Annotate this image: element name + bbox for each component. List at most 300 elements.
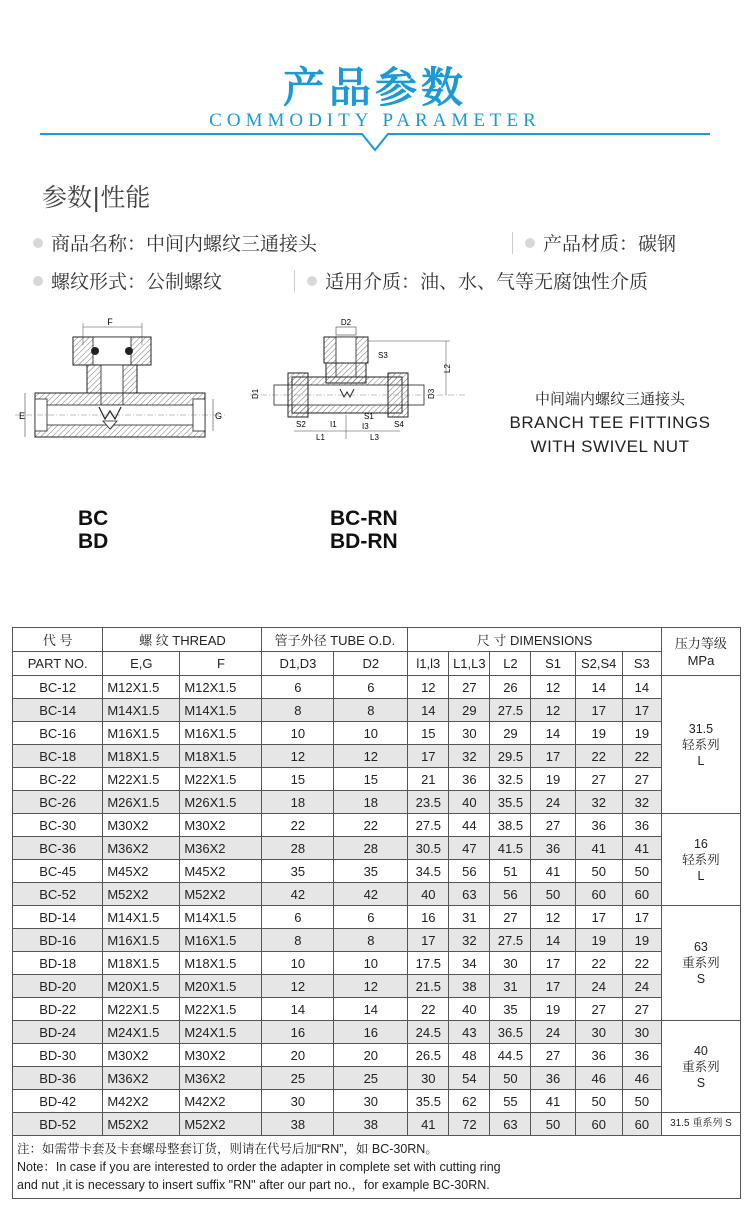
table-row bbox=[13, 1067, 741, 1090]
title-divider bbox=[40, 132, 710, 162]
table-cell: 50 bbox=[531, 1113, 575, 1136]
table-cell: 35 bbox=[334, 860, 408, 883]
table-cell: 27.5 bbox=[490, 699, 531, 722]
table-cell: 63 bbox=[449, 883, 490, 906]
table-cell: 63 bbox=[490, 1113, 531, 1136]
table-cell: 29 bbox=[449, 699, 490, 722]
table-cell: 22 bbox=[575, 952, 622, 975]
table-cell: 25 bbox=[262, 1067, 334, 1090]
table-row bbox=[13, 768, 741, 791]
table-cell: BD-42 bbox=[13, 1090, 103, 1113]
table-cell: M16X1.5 bbox=[103, 722, 180, 745]
table-cell: 41.5 bbox=[490, 837, 531, 860]
table-cell: M52X2 bbox=[180, 1113, 262, 1136]
note-cn: 注：如需带卡套及卡套螺母整套订货，则请在代号后加“RN”，如 BC-30RN。 bbox=[17, 1142, 438, 1156]
dim-label-l3: L3 bbox=[370, 433, 379, 442]
table-cell: 43 bbox=[449, 1021, 490, 1044]
th-part-no: PART NO. bbox=[13, 652, 103, 676]
dim-label-d2: D2 bbox=[340, 318, 352, 327]
table-cell: 54 bbox=[449, 1067, 490, 1090]
table-cell: 35.5 bbox=[408, 1090, 449, 1113]
spec-name-text: 商品名称：中间内螺纹三通接头 bbox=[51, 233, 318, 255]
table-cell: M14X1.5 bbox=[180, 906, 262, 929]
table-cell: 51 bbox=[490, 860, 531, 883]
table-cell: M20X1.5 bbox=[180, 975, 262, 998]
pressure-series: 重系列 bbox=[682, 956, 720, 970]
dim-label-e: E bbox=[19, 411, 26, 421]
table-cell: 32 bbox=[449, 745, 490, 768]
table-note bbox=[13, 1136, 741, 1199]
table-cell: 30 bbox=[490, 952, 531, 975]
pressure-value: 31.5 bbox=[688, 721, 714, 736]
table-cell: M52X2 bbox=[103, 883, 180, 906]
spec-material-text: 产品材质：碳钢 bbox=[543, 233, 677, 255]
table-row bbox=[13, 722, 741, 745]
table-cell: 20 bbox=[262, 1044, 334, 1067]
table-cell: 15 bbox=[408, 722, 449, 745]
table-cell: 50 bbox=[622, 860, 661, 883]
table-cell: 27 bbox=[531, 1044, 575, 1067]
table-cell: 22 bbox=[622, 952, 661, 975]
dim-label-d1: D1 bbox=[251, 388, 260, 399]
dim-label-i1: I1 bbox=[330, 420, 337, 429]
table-cell: 16 bbox=[408, 906, 449, 929]
table-cell: 12 bbox=[334, 745, 408, 768]
th-d2: D2 bbox=[334, 652, 408, 676]
caption-cn: 中间端内螺纹三通接头 bbox=[534, 391, 685, 408]
code-bc: BC bbox=[78, 507, 109, 530]
table-cell: 56 bbox=[449, 860, 490, 883]
table-cell: M18X1.5 bbox=[103, 745, 180, 768]
table-cell: 41 bbox=[622, 837, 661, 860]
table-cell: 14 bbox=[531, 722, 575, 745]
table-row bbox=[13, 1090, 741, 1113]
pressure-group bbox=[661, 814, 740, 906]
table-cell: 44 bbox=[449, 814, 490, 837]
table-cell: 38 bbox=[262, 1113, 334, 1136]
table-cell: 30 bbox=[575, 1021, 622, 1044]
table-cell: BC-36 bbox=[13, 837, 103, 860]
table-cell: 30 bbox=[449, 722, 490, 745]
dim-label-s3: S3 bbox=[378, 351, 388, 360]
dim-label-f: F bbox=[107, 317, 113, 327]
table-cell: M14X1.5 bbox=[103, 699, 180, 722]
table-cell: 40 bbox=[408, 883, 449, 906]
table-row bbox=[13, 1113, 741, 1136]
spec-thread bbox=[33, 267, 222, 294]
table-cell: 14 bbox=[408, 699, 449, 722]
table-cell: 10 bbox=[334, 952, 408, 975]
table-cell: 18 bbox=[334, 791, 408, 814]
table-cell: 30.5 bbox=[408, 837, 449, 860]
dim-label-s4: S4 bbox=[394, 420, 404, 429]
pressure-series: 轻系列 bbox=[682, 737, 720, 752]
table-cell: 22 bbox=[262, 814, 334, 837]
table-cell: BD-16 bbox=[13, 929, 103, 952]
pressure-group bbox=[661, 906, 740, 1021]
table-row bbox=[13, 906, 741, 929]
table-cell: 14 bbox=[262, 998, 334, 1021]
pressure-code: S bbox=[696, 1075, 706, 1090]
table-cell: 19 bbox=[622, 929, 661, 952]
table-cell: BC-14 bbox=[13, 699, 103, 722]
product-caption bbox=[500, 388, 720, 457]
table-cell: 12 bbox=[334, 975, 408, 998]
table-cell: 36 bbox=[575, 814, 622, 837]
table-cell: M52X2 bbox=[180, 883, 262, 906]
table-row bbox=[13, 860, 741, 883]
table-row bbox=[13, 929, 741, 952]
bullet-dot-icon bbox=[33, 276, 43, 286]
code-bd-rn: BD-RN bbox=[330, 530, 398, 553]
th-eg: E,G bbox=[103, 652, 180, 676]
table-cell: 28 bbox=[262, 837, 334, 860]
table-cell: 17 bbox=[622, 699, 661, 722]
table-cell: M12X1.5 bbox=[103, 676, 180, 699]
table-cell: BD-18 bbox=[13, 952, 103, 975]
table-cell: 62 bbox=[449, 1090, 490, 1113]
table-cell: M52X2 bbox=[103, 1113, 180, 1136]
note-en-2: and nut ,it is necessary to insert suffix "RN" after our part no.，for example BC-30RN. bbox=[17, 1178, 490, 1192]
table-row bbox=[13, 676, 741, 699]
table-cell: 28 bbox=[334, 837, 408, 860]
table-cell: 24 bbox=[575, 975, 622, 998]
table-cell: M24X1.5 bbox=[180, 1021, 262, 1044]
table-cell: 60 bbox=[575, 1113, 622, 1136]
table-cell: 38 bbox=[334, 1113, 408, 1136]
th-l2: L2 bbox=[490, 652, 531, 676]
table-cell: 60 bbox=[622, 883, 661, 906]
table-cell: BC-12 bbox=[13, 676, 103, 699]
pressure-group bbox=[661, 676, 740, 814]
table-cell: 17 bbox=[622, 906, 661, 929]
table-cell: 60 bbox=[575, 883, 622, 906]
table-row bbox=[13, 952, 741, 975]
table-cell: 55 bbox=[490, 1090, 531, 1113]
table-cell: 14 bbox=[622, 676, 661, 699]
table-cell: M42X2 bbox=[180, 1090, 262, 1113]
table-cell: M22X1.5 bbox=[180, 768, 262, 791]
table-cell: BD-20 bbox=[13, 975, 103, 998]
table-cell: 41 bbox=[575, 837, 622, 860]
table-cell: 27 bbox=[575, 998, 622, 1021]
code-bc-rn: BC-RN bbox=[330, 507, 398, 530]
table-cell: 17 bbox=[408, 929, 449, 952]
table-cell: 40 bbox=[449, 791, 490, 814]
caption-en-1: BRANCH TEE FITTINGS bbox=[509, 413, 711, 432]
table-cell: BD-24 bbox=[13, 1021, 103, 1044]
th-code: 代 号 bbox=[13, 628, 103, 652]
table-cell: 72 bbox=[449, 1113, 490, 1136]
table-row bbox=[13, 1044, 741, 1067]
tee-drawing-bc bbox=[15, 315, 225, 450]
table-cell: 50 bbox=[575, 1090, 622, 1113]
table-cell: 17 bbox=[531, 745, 575, 768]
table-cell: 24 bbox=[622, 975, 661, 998]
table-cell: 30 bbox=[408, 1067, 449, 1090]
table-cell: 24.5 bbox=[408, 1021, 449, 1044]
table-cell: BD-14 bbox=[13, 906, 103, 929]
table-cell: 25 bbox=[334, 1067, 408, 1090]
table-row bbox=[13, 883, 741, 906]
th-l1l3-small: l1,l3 bbox=[408, 652, 449, 676]
table-cell: 14 bbox=[531, 929, 575, 952]
code-bd: BD bbox=[78, 530, 109, 553]
table-cell: 32 bbox=[449, 929, 490, 952]
table-row bbox=[13, 998, 741, 1021]
table-cell: 6 bbox=[334, 906, 408, 929]
code-right bbox=[330, 507, 398, 553]
th-s3: S3 bbox=[622, 652, 661, 676]
pressure-code: L bbox=[697, 868, 705, 883]
table-row bbox=[13, 837, 741, 860]
table-row bbox=[13, 814, 741, 837]
table-cell: 10 bbox=[334, 722, 408, 745]
section-heading: 参数|性能 bbox=[42, 183, 151, 212]
table-cell: 38 bbox=[449, 975, 490, 998]
table-cell: M22X1.5 bbox=[103, 998, 180, 1021]
table-cell: 27 bbox=[490, 906, 531, 929]
table-cell: 38.5 bbox=[490, 814, 531, 837]
note-en-1: Note：In case if you are interested to order the adapter in complete set with cutting ring bbox=[17, 1160, 501, 1174]
table-cell: 18 bbox=[262, 791, 334, 814]
table-cell: 36 bbox=[531, 837, 575, 860]
table-cell: 17 bbox=[531, 952, 575, 975]
table-cell: 41 bbox=[531, 860, 575, 883]
table-cell: 36 bbox=[575, 1044, 622, 1067]
divider bbox=[294, 270, 295, 292]
table-cell: M16X1.5 bbox=[180, 929, 262, 952]
table-cell: 41 bbox=[408, 1113, 449, 1136]
table-cell: 19 bbox=[622, 722, 661, 745]
table-cell: 21 bbox=[408, 768, 449, 791]
table-cell: 6 bbox=[262, 676, 334, 699]
table-cell: 17 bbox=[408, 745, 449, 768]
table-cell: M26X1.5 bbox=[103, 791, 180, 814]
table-cell: 26.5 bbox=[408, 1044, 449, 1067]
dim-label-l1: L1 bbox=[316, 433, 325, 442]
table-cell: M16X1.5 bbox=[103, 929, 180, 952]
table-cell: M18X1.5 bbox=[180, 745, 262, 768]
pressure-value: 63 bbox=[693, 940, 708, 954]
dim-label-d3: D3 bbox=[427, 388, 436, 399]
table-cell: 19 bbox=[575, 722, 622, 745]
table-cell: 40 bbox=[449, 998, 490, 1021]
table-cell: 24 bbox=[531, 1021, 575, 1044]
table-cell: M45X2 bbox=[103, 860, 180, 883]
table-row bbox=[13, 1021, 741, 1044]
spec-medium-text: 适用介质：油、水、气等无腐蚀性介质 bbox=[325, 271, 649, 293]
table-cell: 27 bbox=[531, 814, 575, 837]
table-cell: 29 bbox=[490, 722, 531, 745]
table-cell: 60 bbox=[622, 1113, 661, 1136]
table-cell: 47 bbox=[449, 837, 490, 860]
table-cell: 12 bbox=[531, 699, 575, 722]
table-cell: M36X2 bbox=[103, 837, 180, 860]
bullet-dot-icon bbox=[525, 238, 535, 248]
table-cell: 29.5 bbox=[490, 745, 531, 768]
pressure-series: 重系列 bbox=[682, 1059, 720, 1074]
table-cell: 35 bbox=[490, 998, 531, 1021]
pressure-series: 轻系列 bbox=[682, 852, 720, 867]
table-cell: 15 bbox=[334, 768, 408, 791]
divider bbox=[512, 232, 513, 254]
parameter-table bbox=[12, 627, 741, 1199]
table-cell: M22X1.5 bbox=[180, 998, 262, 1021]
table-cell: M42X2 bbox=[103, 1090, 180, 1113]
th-d1d3: D1,D3 bbox=[262, 652, 334, 676]
pressure-value: 16 bbox=[693, 836, 708, 851]
pressure-value: 31.5 重系列 S bbox=[670, 1118, 732, 1129]
table-cell: M30X2 bbox=[180, 1044, 262, 1067]
table-cell: 21.5 bbox=[408, 975, 449, 998]
table-cell: 36.5 bbox=[490, 1021, 531, 1044]
table-cell: BC-45 bbox=[13, 860, 103, 883]
table-cell: 6 bbox=[262, 906, 334, 929]
table-cell: M20X1.5 bbox=[103, 975, 180, 998]
table-cell: 50 bbox=[490, 1067, 531, 1090]
table-cell: 46 bbox=[622, 1067, 661, 1090]
table-cell: 12 bbox=[531, 906, 575, 929]
dim-label-s2: S2 bbox=[296, 420, 306, 429]
table-cell: 22 bbox=[575, 745, 622, 768]
table-cell: 32 bbox=[622, 791, 661, 814]
table-cell: 22 bbox=[622, 745, 661, 768]
table-cell: M22X1.5 bbox=[103, 768, 180, 791]
table-cell: 27 bbox=[575, 768, 622, 791]
th-s2s4: S2,S4 bbox=[575, 652, 622, 676]
page-subtitle: COMMODITY PARAMETER bbox=[209, 110, 541, 131]
th-s1: S1 bbox=[531, 652, 575, 676]
table-cell: M18X1.5 bbox=[103, 952, 180, 975]
table-cell: 30 bbox=[262, 1090, 334, 1113]
table-cell: 14 bbox=[334, 998, 408, 1021]
dim-label-i3: I3 bbox=[362, 422, 369, 431]
table-cell: 36 bbox=[622, 1044, 661, 1067]
table-cell: 50 bbox=[622, 1090, 661, 1113]
table-cell: 31 bbox=[449, 906, 490, 929]
table-row bbox=[13, 791, 741, 814]
table-cell: 8 bbox=[334, 929, 408, 952]
table-cell: BC-26 bbox=[13, 791, 103, 814]
table-cell: 35 bbox=[262, 860, 334, 883]
table-cell: 41 bbox=[531, 1090, 575, 1113]
table-cell: 17 bbox=[575, 906, 622, 929]
th-pressure: 压力等级 MPa bbox=[661, 628, 740, 676]
table-cell: BD-36 bbox=[13, 1067, 103, 1090]
table-cell: 19 bbox=[531, 768, 575, 791]
bullet-dot-icon bbox=[307, 276, 317, 286]
table-cell: BC-52 bbox=[13, 883, 103, 906]
code-left bbox=[78, 507, 108, 553]
table-cell: M14X1.5 bbox=[103, 906, 180, 929]
table-row bbox=[13, 745, 741, 768]
table-cell: BD-22 bbox=[13, 998, 103, 1021]
table-cell: 24 bbox=[531, 791, 575, 814]
table-cell: M45X2 bbox=[180, 860, 262, 883]
table-cell: M36X2 bbox=[180, 837, 262, 860]
table-cell: 50 bbox=[575, 860, 622, 883]
bullet-dot-icon bbox=[33, 238, 43, 248]
table-row bbox=[13, 699, 741, 722]
table-cell: 17 bbox=[575, 699, 622, 722]
table-cell: 10 bbox=[262, 722, 334, 745]
table-cell: M36X2 bbox=[180, 1067, 262, 1090]
table-cell: 19 bbox=[575, 929, 622, 952]
spec-name bbox=[33, 229, 317, 256]
table-cell: M30X2 bbox=[103, 814, 180, 837]
spec-material bbox=[512, 229, 676, 256]
table-cell: 30 bbox=[622, 1021, 661, 1044]
table-cell: 22 bbox=[334, 814, 408, 837]
spec-medium bbox=[294, 267, 648, 294]
table-cell: BC-18 bbox=[13, 745, 103, 768]
spec-thread-text: 螺纹形式：公制螺纹 bbox=[51, 271, 223, 293]
dim-label-s1: S1 bbox=[364, 412, 374, 421]
table-cell: 34.5 bbox=[408, 860, 449, 883]
caption-en-2: WITH SWIVEL NUT bbox=[530, 437, 690, 456]
pressure-group bbox=[661, 1021, 740, 1113]
table-cell: 50 bbox=[531, 883, 575, 906]
table-cell: 17 bbox=[531, 975, 575, 998]
pressure-code: L bbox=[697, 753, 705, 768]
table-cell: 42 bbox=[334, 883, 408, 906]
table-cell: BC-22 bbox=[13, 768, 103, 791]
th-tube: 管子外径 TUBE O.D. bbox=[262, 628, 408, 652]
table-cell: 36 bbox=[449, 768, 490, 791]
table-cell: 48 bbox=[449, 1044, 490, 1067]
table-cell: 16 bbox=[262, 1021, 334, 1044]
table-cell: 6 bbox=[334, 676, 408, 699]
table-cell: 26 bbox=[490, 676, 531, 699]
table-cell: M16X1.5 bbox=[180, 722, 262, 745]
table-cell: 36 bbox=[622, 814, 661, 837]
th-l1l3: L1,L3 bbox=[449, 652, 490, 676]
table-cell: 12 bbox=[262, 745, 334, 768]
table-cell: M24X1.5 bbox=[103, 1021, 180, 1044]
table-cell: 56 bbox=[490, 883, 531, 906]
table-cell: M36X2 bbox=[103, 1067, 180, 1090]
table-cell: 46 bbox=[575, 1067, 622, 1090]
table-cell: 8 bbox=[334, 699, 408, 722]
dim-label-l2: L2 bbox=[443, 364, 452, 373]
table-cell: BC-30 bbox=[13, 814, 103, 837]
table-cell: M26X1.5 bbox=[180, 791, 262, 814]
table-cell: M18X1.5 bbox=[180, 952, 262, 975]
page-title: 产品参数 bbox=[282, 63, 467, 112]
pressure-code: S bbox=[696, 972, 706, 986]
table-cell: 20 bbox=[334, 1044, 408, 1067]
table-cell: 36 bbox=[531, 1067, 575, 1090]
table-cell: M14X1.5 bbox=[180, 699, 262, 722]
th-thread: 螺 纹 THREAD bbox=[103, 628, 262, 652]
table-cell: 12 bbox=[408, 676, 449, 699]
table-cell: 27 bbox=[622, 768, 661, 791]
table-cell: BC-16 bbox=[13, 722, 103, 745]
table-cell: 12 bbox=[262, 975, 334, 998]
table-cell: 8 bbox=[262, 699, 334, 722]
pressure-value: 40 bbox=[693, 1043, 708, 1058]
table-cell: 30 bbox=[334, 1090, 408, 1113]
table-cell: 27 bbox=[622, 998, 661, 1021]
table-cell: 8 bbox=[262, 929, 334, 952]
table-cell: BD-30 bbox=[13, 1044, 103, 1067]
table-cell: 16 bbox=[334, 1021, 408, 1044]
table-cell: 27.5 bbox=[408, 814, 449, 837]
table-cell: 12 bbox=[531, 676, 575, 699]
table-cell: 15 bbox=[262, 768, 334, 791]
table-cell: 44.5 bbox=[490, 1044, 531, 1067]
